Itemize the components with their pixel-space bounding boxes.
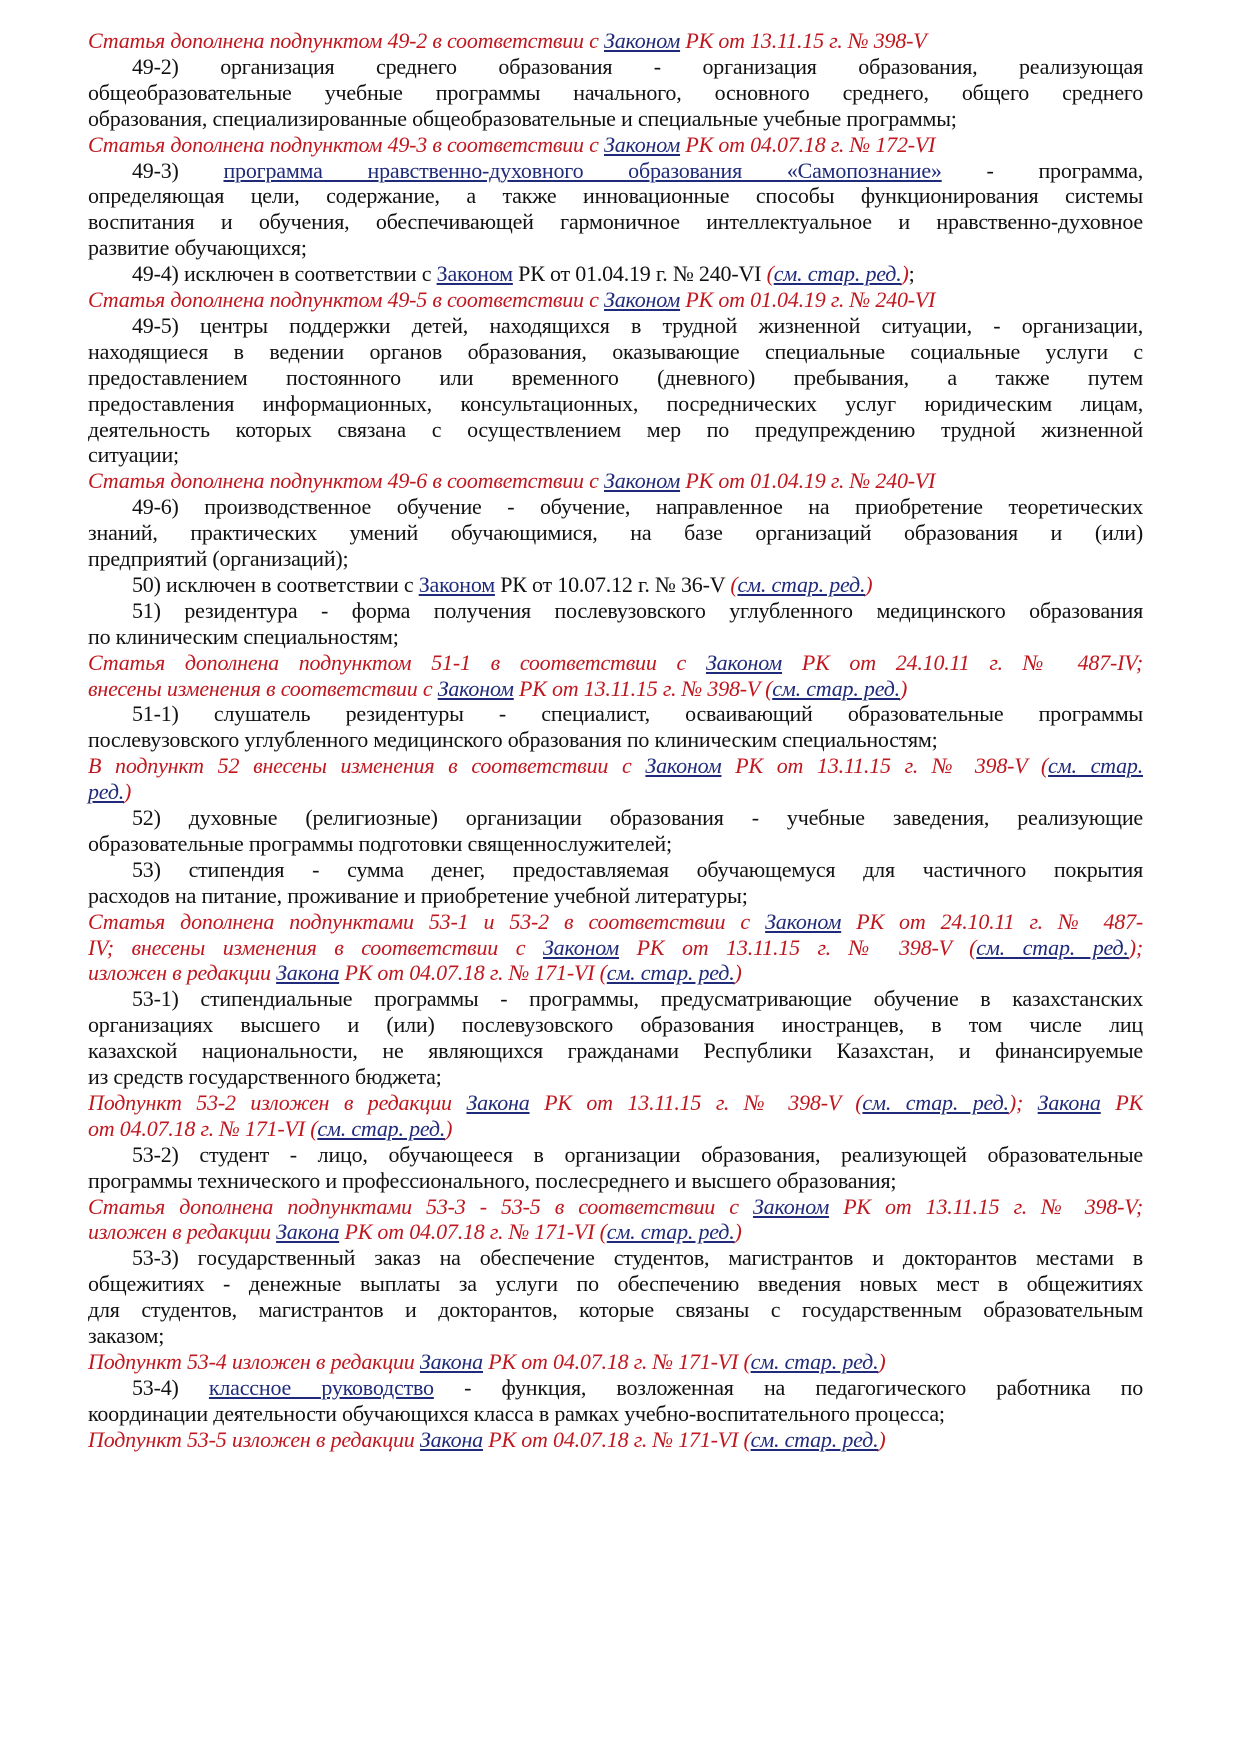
body-text-line [88,1245,1143,1271]
law-link[interactable]: Законом [604,28,681,53]
body-text-line [88,442,1143,468]
body-text-line [88,80,1143,106]
body-text-line [88,106,1143,132]
note-text: РК от 04.07.18 г. № 171-VI [482,1348,744,1374]
old-edition-link[interactable]: см. стар. ред. [750,1348,879,1374]
old-edition-link[interactable]: см. стар. [1048,753,1143,779]
paragraph-text: 51-1) слушатель резидентуры - специалист, осваивающий образовательные программы [132,701,1143,727]
parenthesis: ( [969,934,977,960]
amendment-note-line [88,909,1143,935]
parenthesis: ) [878,1426,886,1452]
note-text: РК от 04.07.18 г. № 171-VI [339,1219,600,1245]
paragraph-text: для студентов, магистрантов и докторантов, которые связаны с государственным образовательным [88,1297,1143,1323]
old-edition-link[interactable]: см. стар. ред. [317,1115,446,1141]
amendment-note-line [88,1090,1143,1116]
law-link[interactable]: Законом [604,468,681,494]
law-link[interactable]: Законом [436,261,513,287]
amendment-note-line [88,287,1143,313]
paragraph-text: РК от 01.04.19 г. № 240-VI [512,261,767,287]
parenthesis: ) [899,675,908,701]
note-text: Статья дополнена подпунктом 49-2 в соответствии с [88,28,605,53]
paragraph-text: общежитиях - денежные выплаты за услуги по обеспечению введения новых мест в общежитиях [88,1271,1143,1297]
paragraph-text: - функция, возложенная на педагогического работника по [433,1374,1143,1400]
paragraph-text: 49-2) организация среднего образования - организация образования, реализующая [132,53,1143,79]
law-link[interactable]: Закона [1037,1089,1101,1115]
parenthesis: ) [901,261,909,287]
old-edition-link[interactable]: см. стар. ред. [737,571,866,597]
note-text: РК от 24.10.11 г. № 487- [841,908,1143,934]
note-text: IV; внесены изменения в соответствии с [88,934,543,960]
paragraph-text: образовательные программы подготовки священнослужителей; [88,830,672,856]
parenthesis: ) [734,960,742,986]
paragraph-text: знаний, практических умений обучающимися, на базе организаций образования и (или) [88,520,1143,546]
paragraph-text: организациях высшего и (или) послевузовского образования иностранцев, в том числе лиц [88,1012,1143,1038]
paragraph-text: программы технического и профессионального, послесреднего и высшего образования; [88,1167,897,1193]
parenthesis: ( [599,960,607,986]
paragraph-text: координации деятельности обучающихся класса в рамках учебно-воспитательного процесса; [88,1400,945,1426]
note-text: Статья дополнена подпунктом 49-3 в соответствии с [88,131,605,157]
body-text-line [88,701,1143,727]
note-text: РК от 13.11.15 г. № 398-V [721,753,1041,779]
body-text-line [88,365,1143,391]
law-link[interactable]: классное руководство [208,1374,434,1400]
body-text-line [88,1038,1143,1064]
paragraph-text: РК от 10.07.12 г. № 36-V [494,571,731,597]
amendment-note-line [88,1427,1143,1453]
law-link[interactable]: Законом [765,908,842,934]
paragraph-text: казахской национальности, не являющихся гражданами Республики Казахстан, и финансируемые [88,1038,1143,1064]
amendment-note-line [88,650,1143,676]
parenthesis: ( [743,1348,751,1374]
law-link[interactable]: Законом [752,1193,830,1219]
paragraph-text: послевузовского углубленного медицинского образования по клиническим специальностям; [88,727,938,753]
paragraph-text: 53-1) стипендиальные программы - программы, предусматривающие обучение в казахстанских [132,986,1143,1012]
body-text-line [88,417,1143,443]
body-text-line [88,1012,1143,1038]
paragraph-text: предоставлением постоянного или временного (дневного) пребывания, а также путем [88,364,1143,390]
parenthesis: ) [124,779,132,805]
paragraph-text: находящиеся в ведении органов образования, оказывающие специальные социальные услуги с [88,338,1143,364]
note-text: РК от 04.07.18 г. № 171-VI [339,960,600,986]
parenthesis: ( [599,1219,607,1245]
parenthesis: ( [730,571,738,597]
old-edition-link[interactable]: см. стар. ред. [976,934,1129,960]
paragraph-text: развитие обучающихся; [88,235,307,261]
law-link[interactable]: Закона [466,1089,530,1115]
body-text-line [88,1401,1143,1427]
parenthesis: ) [445,1115,453,1141]
paragraph-text: ситуации; [88,442,179,468]
law-link[interactable]: Законом [705,649,783,675]
amendment-note-line [88,1349,1143,1375]
law-link[interactable]: Закона [276,960,340,986]
paragraph-text: заказом; [88,1323,165,1348]
note-text: РК от 04.07.18 г. № 171-VI [482,1426,744,1452]
body-text-line [88,313,1143,339]
body-text-line [88,727,1143,753]
body-text-line [88,1297,1143,1323]
note-text: РК от 13.11.15 г. № 398-V [529,1089,856,1115]
note-text: Статья дополнена подпунктами 53-3 - 53-5 в соответствии с [88,1193,753,1219]
law-link[interactable]: Законом [604,287,681,312]
paragraph-text: 53-2) студент - лицо, обучающееся в организации образования, реализующей образовательные [132,1141,1143,1167]
paragraph-text: предоставления информационных, консультационных, посреднических услуг юридическим лицам, [88,390,1143,416]
note-text: изложен в редакции [88,1219,277,1245]
paragraph-text: 49-5) центры поддержки детей, находящихся в трудной жизненной ситуации, - организации, [132,312,1143,338]
body-text-line [88,986,1143,1012]
body-text-line [88,624,1143,650]
body-text-line [88,857,1143,883]
paragraph-text: определяющая цели, содержание, а также инновационные способы функционирования системы [88,183,1143,209]
law-link[interactable]: Закона [276,1219,340,1245]
body-text-line [88,1168,1143,1194]
note-text: Статья дополнена подпунктом 51-1 в соответствии с [88,649,706,675]
paragraph-text: - программа, [941,157,1143,183]
paragraph-text: 49-6) производственное обучение - обучение, направленное на приобретение теоретических [132,494,1143,520]
note-text: Подпункт 53-5 изложен в редакции [88,1426,420,1452]
note-text: РК от 13.11.15 г. № 398-V [513,675,766,701]
amendment-note-line [88,132,1143,158]
amendment-note-line [88,1116,1143,1142]
parenthesis: ( [765,675,773,701]
note-text: изложен в редакции [88,960,277,986]
body-text-line [88,572,1143,598]
old-edition-link[interactable]: см. стар. ред. [606,960,735,986]
parenthesis: ); [1128,934,1143,960]
old-edition-link[interactable]: см. стар. ред. [606,1219,735,1245]
paragraph-text: расходов на питание, проживание и приобретение учебной литературы; [88,882,748,908]
parenthesis: ( [1040,753,1049,779]
amendment-note-line [88,779,1143,805]
note-text: РК от 01.04.19 г. № 240-VI [680,468,936,494]
amendment-note-line [88,676,1143,702]
paragraph-text: общеобразовательные учебные программы начального, основного среднего, общего среднего [88,79,1143,105]
paragraph-text: 50) исключен в соответствии с [132,571,419,597]
body-text-line [88,391,1143,417]
paragraph-text: 51) резидентура - форма получения послевузовского углубленного медицинского образования [132,597,1143,623]
paragraph-text: по клиническим специальностям; [88,623,399,649]
law-link[interactable]: Законом [645,753,722,779]
parenthesis: ( [855,1089,863,1115]
old-edition-link[interactable]: см. стар. ред. [750,1426,879,1452]
body-text-line [88,546,1143,572]
note-text: РК от 13.11.15 г. № 398-V; [829,1193,1143,1219]
amendment-note-line [88,753,1143,779]
paragraph-text: предприятий (организаций); [88,546,349,571]
amendment-note-line [88,935,1143,961]
note-text: РК от 13.11.15 г. № 398-V [680,28,927,53]
paragraph-text: 49-4) исключен в соответствии с [132,261,437,287]
amendment-note-line [88,28,1143,54]
old-edition-link[interactable]: ред. [88,779,125,805]
note-text: Подпункт 53-2 изложен в редакции [88,1089,467,1115]
note-text: внесены изменения в соответствии с [88,675,438,701]
body-text-line [88,831,1143,857]
paragraph-text: 49-3) [132,157,224,183]
amendment-note-line [88,1194,1143,1220]
paragraph-text: воспитания и обучения, обеспечивающей гармоничное интеллектуальное и нравственно-духовное [88,209,1143,235]
parenthesis: ); [1008,1089,1038,1115]
body-text-line [88,235,1143,261]
note-text: РК [1100,1089,1143,1115]
body-text-line [88,158,1143,184]
amendment-note-line [88,468,1143,494]
parenthesis: ) [878,1348,886,1374]
body-text-line [88,598,1143,624]
body-text-line [88,494,1143,520]
paragraph-text: 53-3) государственный заказ на обеспечение студентов, магистрантов и докторантов местами в [132,1245,1143,1271]
paragraph-text: ; [908,261,915,287]
body-text-line [88,1323,1143,1349]
paragraph-text: 52) духовные (религиозные) организации образования - учебные заведения, реализующие [132,805,1143,830]
body-text-line [88,1375,1143,1401]
old-edition-link[interactable]: см. стар. ред. [773,261,902,287]
old-edition-link[interactable]: см. стар. ред. [862,1089,1009,1115]
body-text-line [88,1064,1143,1090]
law-link[interactable]: Законом [418,571,495,597]
body-text-line [88,183,1143,209]
body-text-line [88,209,1143,235]
body-text-line [88,1142,1143,1168]
body-text-line [88,520,1143,546]
paragraph-text: из средств государственного бюджета; [88,1064,442,1089]
body-text-line [88,1271,1143,1297]
parenthesis: ) [734,1219,742,1245]
law-link[interactable]: Законом [437,675,514,701]
parenthesis: ( [766,261,774,287]
old-edition-link[interactable]: см. стар. ред. [772,675,900,701]
law-link[interactable]: Законом [542,934,620,960]
body-text-line [88,339,1143,365]
parenthesis: ( [310,1115,318,1141]
note-text: от 04.07.18 г. № 171-VI [88,1115,311,1141]
note-text: Статья дополнена подпунктом 49-5 в соответствии с [88,287,605,312]
law-link[interactable]: Закона [419,1348,483,1374]
note-text: Подпункт 53-4 изложен в редакции [88,1348,420,1374]
note-text: Статья дополнена подпунктом 49-6 в соответствии с [88,468,605,494]
amendment-note-line [88,1219,1143,1245]
paragraph-text: 53-4) [132,1374,209,1400]
parenthesis: ) [865,571,873,597]
note-text: РК от 01.04.19 г. № 240-VI [680,287,936,312]
note-text: РК от 13.11.15 г. № 398-V [619,934,970,960]
body-text-line [88,54,1143,80]
paragraph-text: деятельность которых связана с осуществлением мер по предупреждению трудной жизненной [88,416,1143,442]
amendment-note-line [88,960,1143,986]
body-text-line [88,805,1143,831]
law-link[interactable]: Законом [604,131,681,157]
body-text-line [88,883,1143,909]
law-link[interactable]: Закона [419,1426,483,1452]
law-link[interactable]: программа нравственно-духовного образования «Самопознание» [223,157,942,183]
note-text: Статья дополнена подпунктами 53-1 и 53-2 в соответствии с [88,908,766,934]
note-text: РК от 04.07.18 г. № 172-VI [680,131,936,157]
paragraph-text: образования, специализированные общеобразовательные и специальные учебные программы; [88,105,957,131]
body-text-line [88,261,1143,287]
paragraph-text: 53) стипендия - сумма денег, предоставляемая обучающемуся для частичного покрытия [132,856,1143,882]
note-text: В подпункт 52 внесены изменения в соответствии с [88,753,646,779]
parenthesis: ( [743,1426,751,1452]
note-text: РК от 24.10.11 г. № 487-IV; [782,649,1143,675]
